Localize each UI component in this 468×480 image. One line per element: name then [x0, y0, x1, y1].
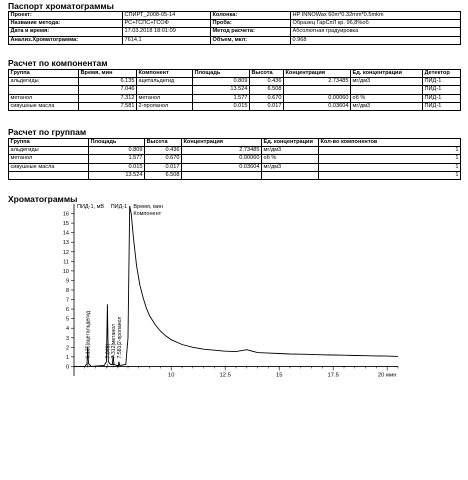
components-row	[9, 78, 461, 86]
passport-row	[9, 28, 461, 36]
groups-header-cell: Высота	[145, 139, 182, 147]
passport-cell: Колонка:	[211, 12, 291, 20]
groups-cell: об %	[262, 155, 319, 163]
y-tick-label: 12	[62, 249, 69, 256]
groups-cell: 6.508	[145, 171, 182, 179]
components-header-cell: Детектор	[423, 70, 461, 78]
y-tick-label: 7	[65, 297, 69, 304]
components-cell: сивушные масла	[9, 102, 79, 110]
legend-detector: ПИД-1	[110, 204, 128, 210]
passport-cell: Проект:	[9, 12, 123, 20]
passport-cell: СПИРТ_2008-05-14	[123, 12, 211, 20]
groups-cell: 0.670	[145, 155, 182, 163]
groups-cell: альдегиды	[9, 147, 89, 155]
groups-cell: сивушные масла	[9, 163, 89, 171]
passport-row	[9, 12, 461, 20]
components-table	[8, 69, 461, 111]
components-cell: 13.524	[193, 86, 250, 94]
passport-row	[9, 20, 461, 28]
groups-cell: 0.436	[145, 147, 182, 155]
passport-table	[8, 11, 461, 45]
y-tick-label: 10	[62, 268, 69, 275]
y-tick-label: 9	[65, 278, 69, 285]
components-cell: метанол	[137, 94, 193, 102]
components-cell: 0.015	[193, 102, 250, 110]
groups-header-cell: Концентрация	[182, 139, 262, 147]
groups-cell: мг/дм3	[262, 163, 319, 171]
passport-cell: Объем, мкл:	[211, 36, 291, 44]
components-cell: 0.436	[250, 78, 284, 86]
passport-title: Паспорт хроматограммы	[8, 1, 114, 11]
legend-time: Время, мин	[133, 204, 163, 210]
components-header-row	[9, 70, 461, 78]
y-tick-label: 4	[65, 326, 69, 333]
groups-cell: 2.73485	[182, 147, 262, 155]
x-tick-label: 12.5	[219, 372, 231, 379]
passport-cell: Дата и время:	[9, 28, 123, 36]
passport-cell: Абсолютная градуировка	[291, 28, 461, 36]
components-cell: 0.809	[193, 78, 250, 86]
components-cell: мг/дм3	[351, 78, 423, 86]
y-tick-label: 16	[62, 211, 69, 218]
components-cell	[351, 86, 423, 94]
groups-header-cell: Кол-во компонентов	[319, 139, 461, 147]
groups-cell	[9, 171, 89, 179]
passport-cell: Название метода:	[9, 20, 123, 28]
components-row	[9, 94, 461, 102]
groups-cell: 1	[319, 163, 461, 171]
components-cell: 0.670	[250, 94, 284, 102]
components-header-cell: Концентрация	[284, 70, 351, 78]
components-cell: метанол	[9, 94, 79, 102]
components-header-cell: Группа	[9, 70, 79, 78]
components-cell: 1.577	[193, 94, 250, 102]
components-row	[9, 86, 461, 94]
components-cell: ПИД-1	[423, 78, 461, 86]
y-tick-label: 6	[65, 307, 69, 314]
y-tick-label: 13	[62, 240, 69, 247]
components-cell: 7.046	[79, 86, 137, 94]
passport-cell: Образец ГарСпЛ кр. 96,8%об	[291, 20, 461, 28]
passport-cell: 7614.1	[123, 36, 211, 44]
components-header-cell: Время, мин	[79, 70, 137, 78]
y-tick-label: 2	[65, 345, 69, 352]
groups-cell: 1	[319, 171, 461, 179]
passport-cell: Метод расчета:	[211, 28, 291, 36]
components-row	[9, 102, 461, 110]
chromatogram-title: Хроматограммы	[8, 194, 78, 204]
components-title: Расчет по компонентам	[8, 58, 108, 68]
groups-title: Расчет по группам	[8, 127, 87, 137]
groups-cell	[182, 171, 262, 179]
x-tick-label: 15	[275, 372, 283, 379]
components-cell	[9, 86, 79, 94]
groups-cell: 0.03604	[182, 163, 262, 171]
components-cell: ПИД-1	[423, 86, 461, 94]
components-cell: ацетальдегид	[137, 78, 193, 86]
components-cell: об %	[351, 94, 423, 102]
y-axis-label: ПИД-1, мВ	[77, 204, 105, 210]
chromatogram-chart	[0, 196, 468, 396]
components-header-cell: Компонент	[137, 70, 193, 78]
peak-label: 6.135|ацетальдегид	[85, 310, 92, 359]
components-cell: 0.00060	[284, 94, 351, 102]
x-tick-label: 10	[167, 372, 175, 379]
groups-header-row	[9, 139, 461, 147]
groups-cell: 0.015	[89, 163, 145, 171]
y-tick-label: 8	[65, 288, 69, 294]
components-cell: 2.73485	[284, 78, 351, 86]
passport-cell: 0.968	[291, 36, 461, 44]
components-cell: 2-пропанол	[137, 102, 193, 110]
components-header-cell: Ед. концентрации	[351, 70, 423, 78]
components-header-cell: Высота	[250, 70, 284, 78]
components-cell: 6.508	[250, 86, 284, 94]
groups-header-cell: Площадь	[89, 139, 145, 147]
chromatogram-svg	[0, 196, 468, 396]
groups-cell: 13.524	[89, 171, 145, 179]
groups-cell: 0.017	[145, 163, 182, 171]
passport-cell: РС+ГСПС+ГСОФ	[123, 20, 211, 28]
groups-cell: 0.809	[89, 147, 145, 155]
components-cell: ПИД-1	[423, 102, 461, 110]
passport-cell: Анализ.Хроматограмма:	[9, 36, 123, 44]
groups-row	[9, 147, 461, 155]
groups-cell: 0.00060	[182, 155, 262, 163]
passport-row	[9, 36, 461, 44]
components-cell: альдегиды	[9, 78, 79, 86]
y-tick-label: 3	[65, 335, 69, 342]
peak-label: 7.312|метанол	[111, 323, 118, 359]
components-cell	[137, 86, 193, 94]
y-tick-label: 11	[63, 259, 69, 266]
y-tick-label: 0	[65, 364, 69, 371]
y-tick-label: 1	[65, 354, 69, 361]
components-cell: 6.135	[79, 78, 137, 86]
components-cell: 7.312	[79, 94, 137, 102]
peak-label: 7.581|2-пропанол	[116, 316, 123, 359]
groups-cell	[262, 171, 319, 179]
components-cell	[284, 86, 351, 94]
components-cell: мг/дм3	[351, 102, 423, 110]
passport-cell: HP INNOWax 60m*0.32mm*0.5mkm	[291, 12, 461, 20]
groups-cell: 1	[319, 155, 461, 163]
groups-header-cell: Группа	[9, 139, 89, 147]
groups-row	[9, 163, 461, 171]
legend-component: Компонент	[133, 211, 162, 217]
passport-cell: 17.03.2018 18:01:09	[123, 28, 211, 36]
groups-row	[9, 155, 461, 163]
groups-cell: мг/дм3	[262, 147, 319, 155]
groups-row	[9, 171, 461, 179]
groups-table	[8, 138, 461, 180]
components-cell: 0.017	[250, 102, 284, 110]
y-tick-label: 15	[62, 221, 69, 228]
groups-cell: метанол	[9, 155, 89, 163]
y-tick-label: 5	[65, 316, 69, 323]
y-tick-label: 14	[62, 230, 69, 237]
components-cell: 0.03604	[284, 102, 351, 110]
peak-label: 7.046|	[105, 344, 112, 359]
groups-header-cell: Ед. концентрации	[262, 139, 319, 147]
components-cell: ПИД-1	[423, 94, 461, 102]
groups-cell: 1.577	[89, 155, 145, 163]
components-cell: 7.581	[79, 102, 137, 110]
groups-cell: 1	[319, 147, 461, 155]
passport-cell: Проба:	[211, 20, 291, 28]
x-tick-label: 20 мин	[377, 372, 397, 379]
x-tick-label: 17.5	[327, 372, 339, 379]
components-header-cell: Площадь	[193, 70, 250, 78]
